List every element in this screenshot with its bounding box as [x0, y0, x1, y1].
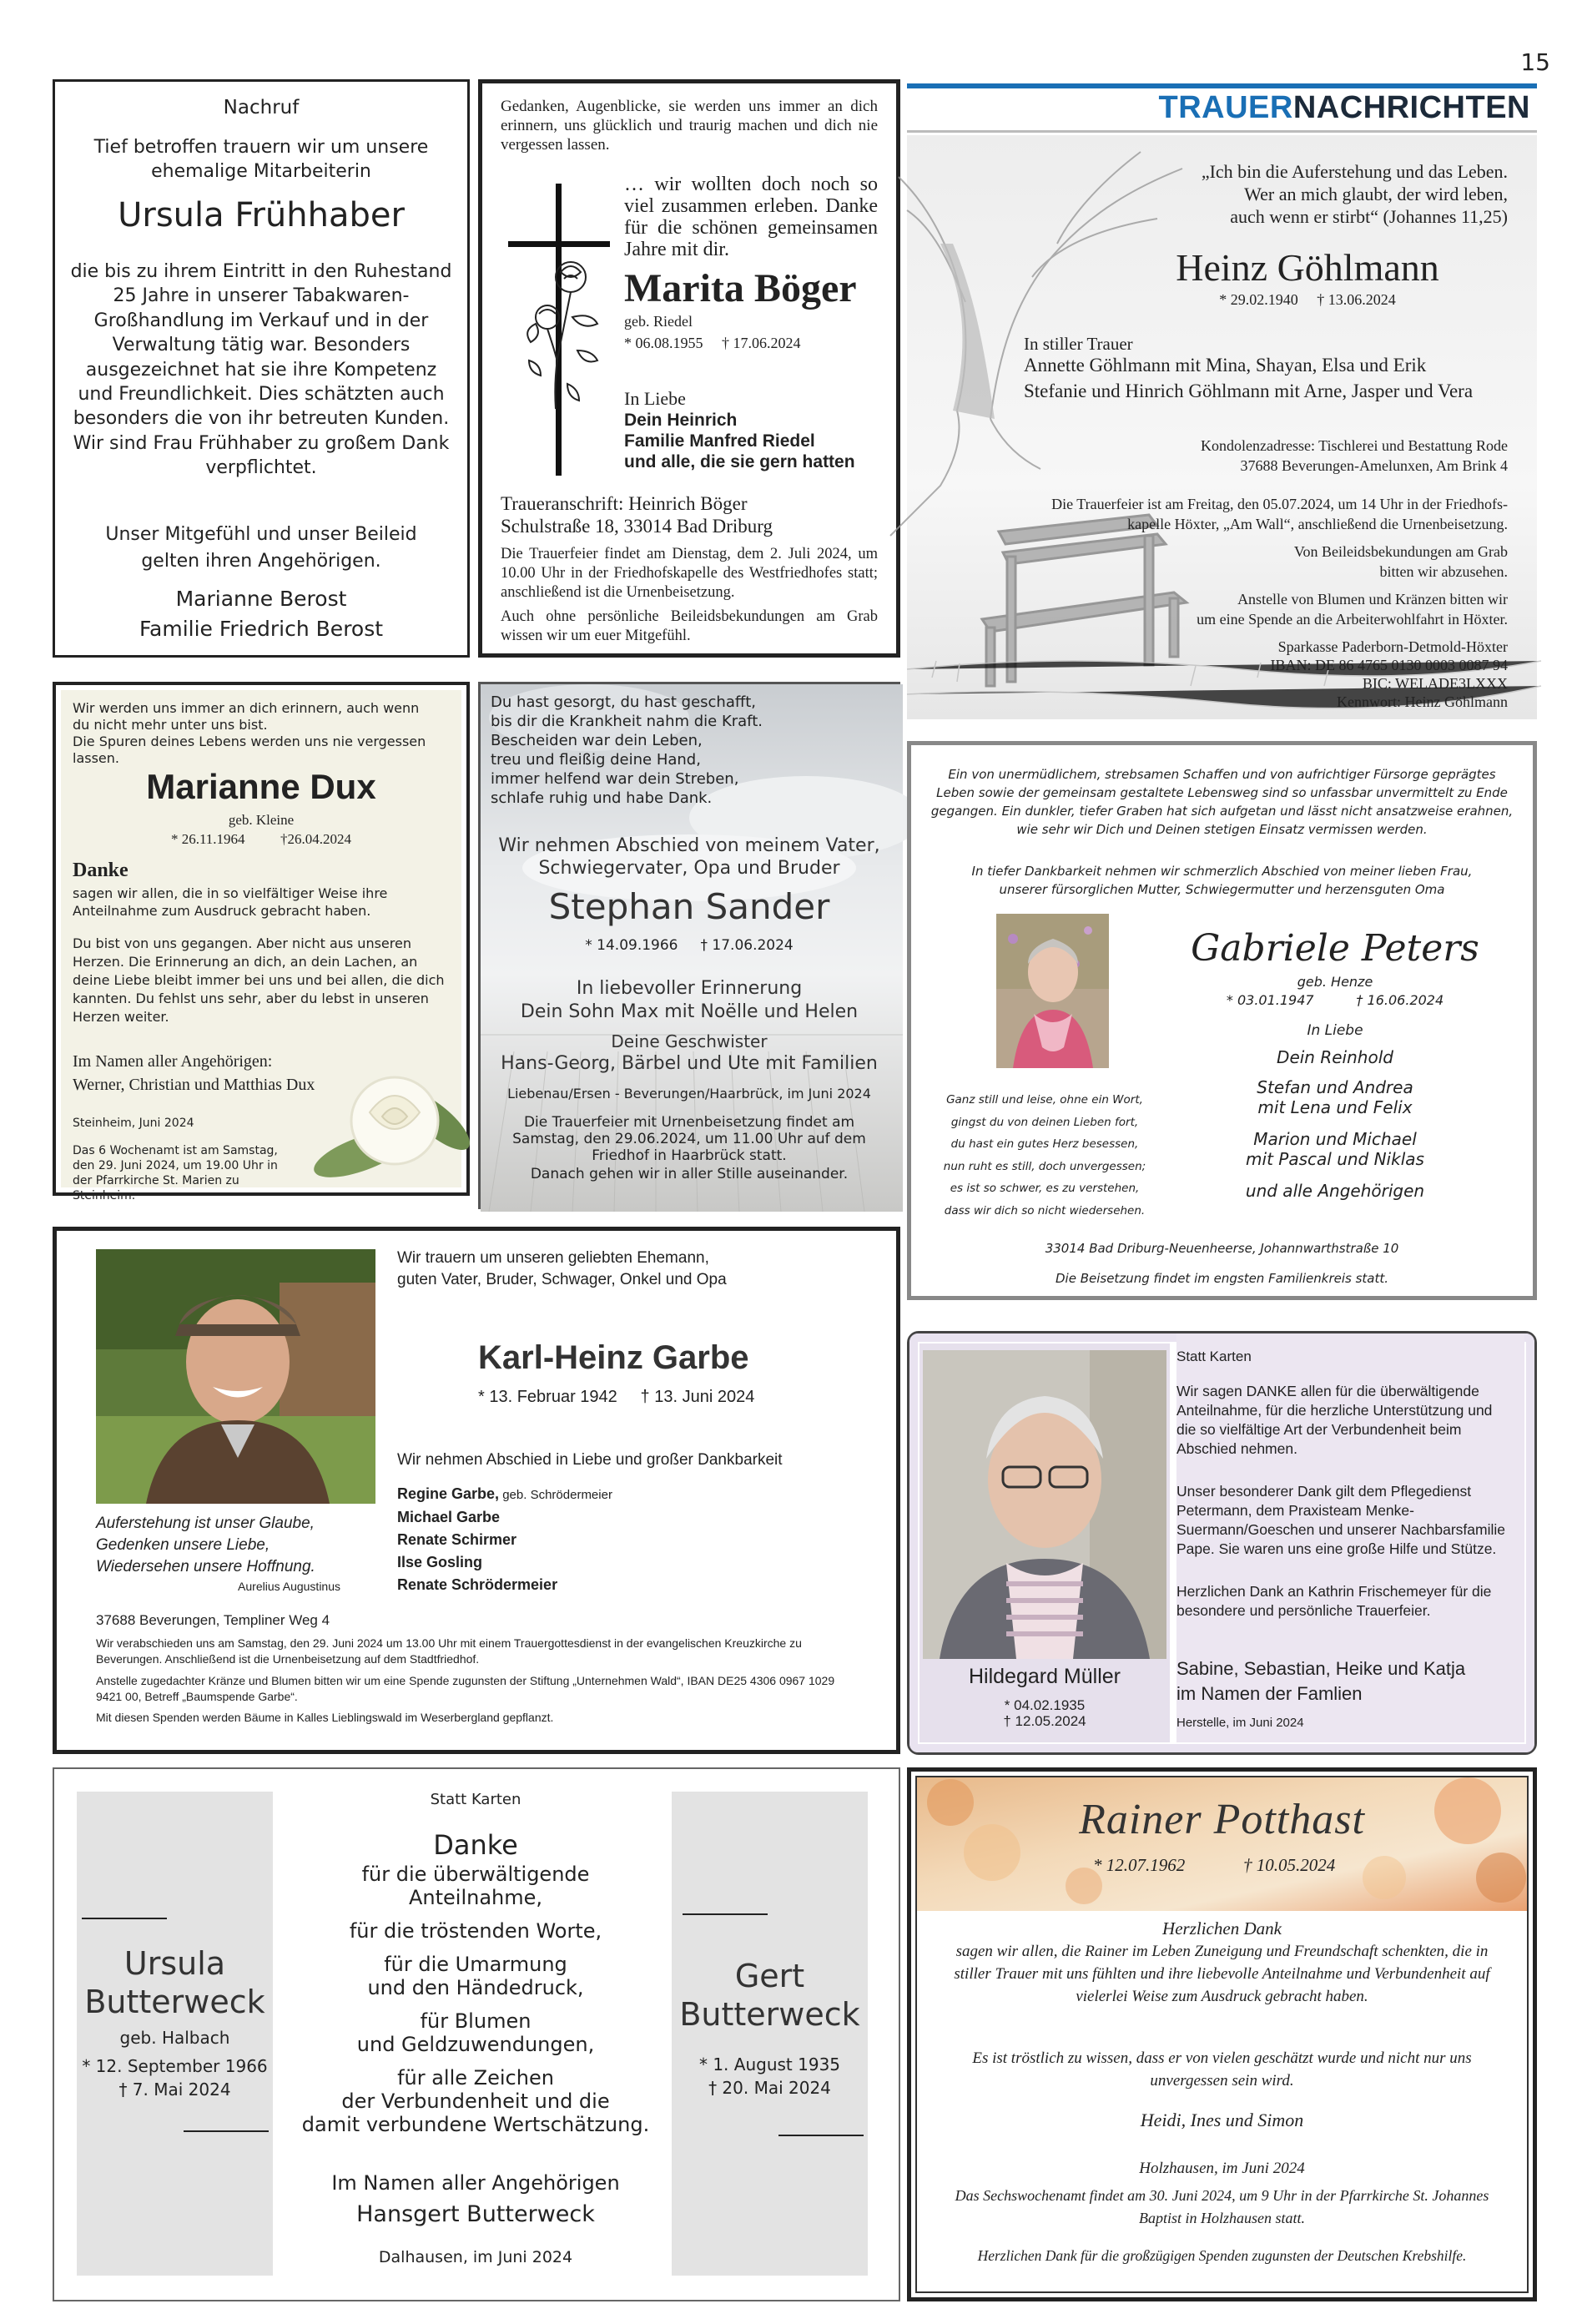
- quote-author: Aurelius Augustinus: [238, 1580, 340, 1593]
- relatives: Hansgert Butterweck: [356, 2201, 595, 2227]
- thanks-text: sagen wir allen, die in so vielfältiger Weise ihre Anteilnahme zum Ausdruck gebracht haben.: [73, 885, 388, 919]
- deceased-name: Stephan Sander: [548, 886, 830, 927]
- address: 37688 Beverungen, Templiner Weg 4: [96, 1612, 330, 1628]
- section-title: TRAUERNACHRICHTEN: [1158, 90, 1530, 125]
- relatives-label: Im Namen aller Angehörigen: [331, 2171, 620, 2195]
- mass-info: Das Sechswochenamt findet am 30. Juni 2024, um 9 Uhr in der Pfarrkirche St. Johannes Baptist in Holzhausen statt.: [955, 2187, 1489, 2226]
- obituary-boeger: [478, 79, 900, 658]
- maiden-name: geb. Riedel: [624, 313, 693, 330]
- closing: Danach gehen wir in aller Stille auseinander.: [530, 1166, 849, 1182]
- obituary-dux: [53, 682, 470, 1202]
- mourner: und alle, die sie gern hatten: [624, 452, 855, 471]
- quote-text: Gedanken, Augenblicke, sie werden uns immer an dich erinnern, uns glücklich und traurig machen und dich nie vergessen lassen.: [501, 98, 878, 154]
- funeral-info: Wir verabschieden uns am Samstag, den 29. Juni 2024 um 13.00 Uhr mit einem Trauergottesdienst in der evangelischen Kreuzkirche zu Beverungen. Anschließend ist die Urnenbeisetzung auf dem Stadtfriedhof.: [96, 1636, 802, 1666]
- deceased-name: Karl-Heinz Garbe: [478, 1339, 749, 1376]
- place-date: Dalhausen, im Juni 2024: [378, 2248, 573, 2266]
- trees-info: Mit diesen Spenden werden Bäume in Kalles Lieblingswald im Weserbergland gepflanzt.: [96, 1711, 554, 1724]
- siblings-label: Deine Geschwister: [611, 1031, 768, 1051]
- obituary-body: die bis zu ihrem Eintritt in den Ruhestand 25 Jahre in unserer Tabakwaren-Großhandlung im Verkauf und in der Verwaltung tätig war. Besonders ausgezeichnet hat sie ihre Kompetenz und Freundlichkeit. Dies schätzten auch besonders die von ihr betreuten Kunden. Wir sind Frau Frühhaber zu großem Dank verpflichtet.: [70, 261, 452, 479]
- portrait-photo: [923, 1350, 1166, 1659]
- mourner: Marion und Michael: [1253, 1129, 1417, 1149]
- bible-quote: „Ich bin die Auferstehung und das Leben. Wer an mich glaubt, der wird leben, auch wenn er stirbt“ (Johannes 11,25): [1201, 161, 1508, 227]
- address: Schulstraße 18, 33014 Bad Driburg: [501, 516, 773, 537]
- intro-text: Wir trauern um unseren geliebten Ehemann, guten Vater, Bruder, Schwager, Onkel und Opa: [397, 1249, 727, 1288]
- relatives-label: Im Namen aller Angehörigen:: [73, 1052, 273, 1071]
- life-dates: * 12. September 1966 † 7. Mai 2024: [82, 2056, 268, 2100]
- pastor-thanks: Herzlichen Dank an Kathrin Frischemeyer für die besondere und persönliche Trauerfeier.: [1176, 1583, 1492, 1619]
- thanks-text: sagen wir allen, die Rainer im Leben Zuneigung und Freundschaft schenkten, die in stiller Trauer mit uns fühlten und ihre liebevolle Anteilnahme und Verbundenheit auf vielerlei Weise zum Ausdruck gebracht haben.: [954, 1943, 1490, 2005]
- mourners: Regine Garbe, geb. Schrödermeier Michael Garbe Renate Schirmer Ilse Gosling Renate Schrödermeier: [397, 1485, 612, 1593]
- funeral-info: Die Trauerfeier findet am Dienstag, dem 2. Juli 2024, um 10.00 Uhr in der Friedhofskapelle des Westfriedhofes statt; anschließend ist die Urnenbeisetzung.: [501, 546, 878, 601]
- signer: Marianne Berost: [175, 587, 347, 611]
- obituary-mueller: [907, 1331, 1537, 1755]
- section-header: [907, 87, 1537, 130]
- deceased-name: Marita Böger: [624, 266, 857, 310]
- donation-info: Herzlichen Dank für die großzügigen Spenden zugunsten der Deutschen Krebshilfe.: [977, 2247, 1467, 2264]
- donation-request: Anstelle von Blumen und Kränzen bitten wir um eine Spende an die Arbeiterwohlfahrt in Höxter.: [1197, 591, 1508, 628]
- portrait-photo: [96, 1249, 375, 1504]
- mourner: Familie Manfred Riedel: [624, 431, 815, 451]
- obituary-peters: [907, 741, 1537, 1300]
- comfort-text: Es ist tröstlich zu wissen, dass er von vielen geschätzt wurde und nicht nur uns unvergessen sein wird.: [972, 2049, 1472, 2090]
- poem: Du hast gesorgt, du hast geschafft, bis dir die Krankheit nahm die Kraft. Bescheiden war dein Leben, treu und fleißig deine Hand, immer helfend war dein Streben, schlafe ruhig und habe Dank.: [491, 693, 763, 807]
- obituary-butterweck: [53, 1767, 900, 2301]
- portrait-photo: [996, 914, 1109, 1068]
- relatives: Werner, Christian und Matthias Dux: [73, 1076, 315, 1094]
- obituary-goehlmann: [907, 135, 1537, 719]
- life-dates: * 26.11.1964 †26.04.2024: [170, 831, 352, 847]
- header-text: Statt Karten: [1176, 1349, 1252, 1364]
- maiden-name: geb. Henze: [1297, 974, 1373, 990]
- life-dates: * 03.01.1947 † 16.06.2024: [1226, 992, 1444, 1008]
- thanks-title: Herzlichen Dank: [1162, 1918, 1282, 1938]
- obituary-sander: [478, 682, 900, 1209]
- love-label: In Liebe: [1307, 1022, 1363, 1039]
- mass-info: Das 6 Wochenamt ist am Samstag, den 29. Juni 2024, um 19.00 Uhr in der Pfarrkirche St. Marien zu Steinheim.: [73, 1144, 278, 1202]
- burial-info: Die Beisetzung findet im engsten Familienkreis statt.: [1055, 1271, 1389, 1286]
- death-date: † 10.05.2024: [1243, 1855, 1336, 1875]
- farewell-text: In tiefer Dankbarkeit nehmen wir schmerzlich Abschied von meiner lieben Frau, unserer fürsorglichen Mutter, Schwiegermutter und herzensguten Oma: [971, 864, 1473, 897]
- mourner: mit Pascal und Niklas: [1246, 1149, 1424, 1169]
- mourning-label: In stiller Trauer: [1024, 334, 1133, 354]
- life-dates: * 1. August 1935 † 20. Mai 2024: [698, 2054, 841, 2098]
- deceased-name: Rainer Potthast: [1079, 1796, 1365, 1843]
- donation-info: Anstelle zugedachter Kränze und Blumen bitten wir um eine Spende zugunsten der Stiftung „Unternehmen Wald“, IBAN DE25 4306 0967 1029 9421 00, Betreff „Baumspende Garbe“.: [96, 1674, 835, 1703]
- deceased-name: Hildegard Müller: [968, 1665, 1121, 1688]
- mourner: Dein Sohn Max mit Noëlle und Helen: [520, 1001, 859, 1022]
- life-dates: * 14.09.1966 † 17.06.2024: [585, 937, 794, 954]
- page-number: 15: [1520, 48, 1550, 76]
- header-text: Statt Karten: [430, 1791, 521, 1808]
- mourner: Dein Reinhold: [1277, 1047, 1393, 1067]
- life-dates: * 13. Februar 1942 † 13. Juni 2024: [478, 1388, 755, 1406]
- mourner: Dein Heinrich: [624, 411, 738, 430]
- condolence-address: Kondolenzadresse: Tischlerei und Bestattung Rode 37688 Beverungen-Amelunxen, Am Brink 4: [1201, 437, 1508, 474]
- obituary-fruehhaber: [53, 79, 470, 658]
- thanks-title: Danke: [433, 1829, 518, 1861]
- quote-text: Wir werden uns immer an dich erinnern, auch wenn du nicht mehr unter uns bist. Die Spuren deines Lebens werden uns nie vergessen lassen.: [73, 700, 426, 766]
- deceased-name: Ursula Frühhaber: [118, 196, 405, 234]
- condolence-text: Unser Mitgefühl und unser Beileid gelten ihren Angehörigen.: [105, 524, 417, 572]
- maiden-name: geb. Kleine: [228, 812, 295, 828]
- signer: Familie Friedrich Berost: [139, 617, 384, 641]
- deceased-name: Gabriele Peters: [1191, 927, 1479, 970]
- maiden-name: geb. Halbach: [119, 2028, 230, 2048]
- siblings: Hans-Georg, Bärbel und Ute mit Familien: [501, 1053, 878, 1074]
- farewell-text: … wir wollten doch noch so viel zusammen erleben. Danke für die schönen gemeinsamen Jahre mit dir.: [624, 174, 878, 260]
- deceased-name-left: Ursula Butterweck: [84, 1945, 265, 2020]
- farewell-text: Wir nehmen Abschied in Liebe und großer Dankbarkeit: [397, 1451, 783, 1469]
- rose-icon: [303, 1029, 470, 1196]
- thanks-title: Danke: [73, 860, 128, 881]
- signers: Heidi, Ines und Simon: [1140, 2110, 1304, 2130]
- thanks-text: Wir sagen DANKE allen für die überwältigende Anteilnahme, für die herzliche Unterstützung und die so vielfältige Art der Verbundenheit beim Abschied nehmen.: [1176, 1383, 1493, 1457]
- thanks-lines: für die überwältigende Anteilnahme, für die tröstenden Worte, für die Umarmung und den Händedruck, für Blumen und Geldzuwendungen, für alle Zeichen der Verbundenheit und die damit verbundene Wertschätzung.: [301, 1863, 650, 2136]
- deceased-name: Marianne Dux: [146, 767, 376, 806]
- bank-details: Sparkasse Paderborn-Detmold-Höxter IBAN: DE 86 4765 0130 0003 0087 94 BIC: WELADE3LXXX Kennwort: Heinz Göhlmann: [1270, 638, 1508, 710]
- obituary-intro: Tief betroffen trauern wir um unsere ehemalige Mitarbeiterin: [93, 137, 429, 182]
- obituary-garbe: [53, 1227, 900, 1754]
- note: Von Beileidsbekundungen am Grab bitten wir abzusehen.: [1293, 543, 1508, 580]
- memory-label: In liebevoller Erinnerung: [576, 978, 803, 999]
- deceased-name-right: Gert Butterweck: [679, 1958, 860, 2033]
- love-label: In Liebe: [624, 388, 686, 409]
- life-dates: * 04.02.1935 † 12.05.2024: [1003, 1697, 1086, 1729]
- deceased-name: Heinz Göhlmann: [1176, 246, 1439, 289]
- mourner: Stefan und Andrea: [1257, 1077, 1413, 1097]
- place-date: Herstelle, im Juni 2024: [1176, 1716, 1304, 1730]
- intro-text: Ein von unermüdlichem, strebsamen Schaffen und von aufrichtiger Fürsorge geprägtes Leben sowie der gemeinsam gestaltete Lebensweg sind so unfassbar unvermittelt zu Ende gegangen. Ein dunkler, tiefer Graben hat sich aufgetan und lässt nicht ansatzweise erahnen, wie sehr wir Dich und Deinen stetigen Einsatz vermissen werden.: [930, 767, 1514, 837]
- poem: Ganz still und leise, ohne ein Wort, gingst du von deinen Lieben fort, du hast ein gutes Herz besessen, nun ruht es still, doch unvergessen; es ist so schwer, es zu verstehen, dass wir dich so nicht wiedersehen.: [943, 1093, 1146, 1217]
- funeral-info: Die Trauerfeier mit Urnenbeisetzung findet am Samstag, den 29.06.2024, um 11.00 Uhr auf dem Friedhof in Haarbrück statt.: [512, 1114, 866, 1164]
- obituary-title: Nachruf: [223, 97, 300, 118]
- address: Traueranschrift: Heinrich Böger: [501, 493, 748, 514]
- mourner: mit Lena und Felix: [1257, 1097, 1413, 1117]
- cross-rose-icon: [497, 175, 618, 484]
- birth-date: * 12.07.1962: [1093, 1855, 1186, 1875]
- mourner: und alle Angehörigen: [1245, 1181, 1425, 1201]
- place-date: Holzhausen, im Juni 2024: [1139, 2160, 1305, 2177]
- memory-text: Du bist von uns gegangen. Aber nicht aus unseren Herzen. Die Erinnerung an dich, an dein Lachen, an deine Liebe bleibt immer bei uns und bei allen, die dich kannten. Du fehlst uns sehr, aber du lebst in unseren Herzen weiter.: [73, 935, 445, 1025]
- special-thanks: Unser besonderer Dank gilt dem Pflegedienst Petermann, dem Praxisteam Menke-Suermann/Goeschen und unserer Nachbarsfamilie Pape. Sie waren uns eine große Hilfe und Stütze.: [1176, 1483, 1505, 1557]
- address: 33014 Bad Driburg-Neuenheerse, Johannwarthstraße 10: [1045, 1241, 1399, 1256]
- mourner: Stefanie und Hinrich Göhlmann mit Arne, Jasper und Vera: [1024, 381, 1474, 401]
- header-underline: [907, 130, 1537, 133]
- place: Liebenau/Ersen - Beverungen/Haarbrück, im Juni 2024: [507, 1086, 871, 1102]
- mourner: Annette Göhlmann mit Mina, Shayan, Elsa und Erik: [1024, 355, 1427, 376]
- life-dates: * 29.02.1940 † 13.06.2024: [1219, 291, 1396, 308]
- quote: Auferstehung ist unser Glaube, Gedenken unsere Liebe, Wiedersehen unsere Hoffnung.: [96, 1515, 315, 1575]
- signers: Sabine, Sebastian, Heike und Katja im Namen der Famlien: [1176, 1658, 1466, 1704]
- place-date: Steinheim, Juni 2024: [73, 1117, 194, 1130]
- life-dates: * 06.08.1955 † 17.06.2024: [624, 335, 801, 351]
- obituary-potthast: [907, 1767, 1537, 2301]
- funeral-info: Die Trauerfeier ist am Freitag, den 05.07.2024, um 14 Uhr in der Friedhofs- kapelle Höxter, „Am Wall“, anschließend die Urnenbeisetzung.: [1051, 496, 1508, 532]
- farewell-text: Wir nehmen Abschied von meinem Vater, Schwiegervater, Opa und Bruder: [498, 835, 880, 879]
- note: Auch ohne persönliche Beileidsbekundungen am Grab wissen wir um euer Mitgefühl.: [501, 608, 878, 644]
